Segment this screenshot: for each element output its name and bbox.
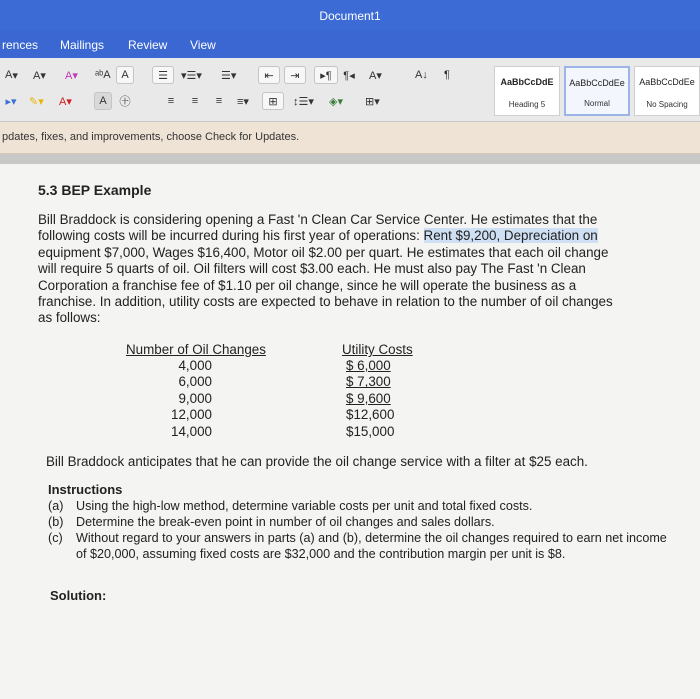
paragraph-line: Corporation a franchise fee of $1.10 per oil change, since he will operate the business as a xyxy=(38,277,577,293)
title-bar xyxy=(0,0,700,30)
font-color-icon[interactable]: A▾ xyxy=(369,69,382,82)
table-header-utility-costs: Utility Costs xyxy=(342,342,413,357)
table-cell: 14,000 xyxy=(171,423,212,439)
phonetic-guide-icon[interactable]: ㊉ xyxy=(119,96,131,108)
character-shading-icon[interactable]: A xyxy=(94,92,112,110)
decrease-indent-icon[interactable]: ⇤ xyxy=(258,66,280,84)
align-center-icon[interactable]: ≡ xyxy=(191,95,199,107)
instructions-list xyxy=(48,498,668,562)
style-sample: AaBbCcDdEe xyxy=(639,77,695,87)
utility-costs-column xyxy=(346,358,402,440)
borders-icon[interactable]: ⊞▾ xyxy=(365,95,380,108)
table-cell: 9,000 xyxy=(178,390,212,406)
style-name: No Spacing xyxy=(646,100,688,109)
bullets-icon[interactable]: ☰ xyxy=(152,66,174,84)
table-header-oil-changes: Number of Oil Changes xyxy=(126,342,266,357)
table-cell: $ 9,600 xyxy=(346,390,391,406)
character-border-icon[interactable]: A xyxy=(116,66,134,84)
change-case-icon[interactable]: ᵃᵇA xyxy=(95,69,111,81)
ltr-paragraph-icon[interactable]: ▸¶ xyxy=(314,66,338,84)
paragraph-line: as follows: xyxy=(38,310,101,326)
grow-font-button[interactable]: A ▾ xyxy=(5,69,18,82)
align-right-icon[interactable]: ≡ xyxy=(215,95,223,107)
anticipation-sentence: Bill Braddock anticipates that he can provide the oil change service with a filter at $25 each. xyxy=(46,454,588,469)
table-cell: $ 6,000 xyxy=(346,358,391,373)
font-color-red-icon[interactable]: A▾ xyxy=(59,95,72,108)
selected-text-highlight: Rent $9,200, Depreciation on xyxy=(423,228,598,244)
style-normal[interactable] xyxy=(564,66,630,116)
rtl-paragraph-icon[interactable]: ¶◂ xyxy=(343,69,355,82)
section-heading: 5.3 BEP Example xyxy=(38,182,152,198)
table-cell: 12,000 xyxy=(171,407,212,423)
instruction-item xyxy=(48,498,668,514)
tab-review[interactable]: Review xyxy=(128,38,168,52)
update-notice-text: pdates, fixes, and improvements, choose Check for Updates. xyxy=(2,131,300,143)
style-name: Heading 5 xyxy=(508,100,546,109)
instruction-text: Determine the break-even point in number of oil changes and sales dollars. xyxy=(76,515,495,529)
paragraph-line xyxy=(38,228,678,244)
style-heading-5[interactable] xyxy=(494,66,560,116)
paragraph-line: equipment $7,000, Wages $16,400, Motor oil $2.00 per quart. He estimates that each oil change xyxy=(38,244,609,260)
instruction-item xyxy=(48,530,668,562)
increase-indent-icon[interactable]: ⇥ xyxy=(284,66,306,84)
multilevel-list-icon[interactable]: ☰▾ xyxy=(221,69,237,82)
align-left-icon[interactable]: ≡ xyxy=(167,95,175,107)
instruction-label: (c) xyxy=(48,531,63,545)
sort-icon[interactable]: A↓ xyxy=(415,69,428,81)
oil-changes-column xyxy=(162,358,212,440)
table-cell: 4,000 xyxy=(178,358,212,373)
paragraph-line: Bill Braddock is considering opening a Fast 'n Clean Car Service Center. He estimates that the xyxy=(38,212,598,227)
text-highlight-icon[interactable]: ▸▾ xyxy=(5,95,17,108)
style-sample: AaBbCcDdEe xyxy=(569,78,625,88)
style-no-spacing[interactable] xyxy=(634,66,700,116)
instruction-text: Using the high-low method, determine variable costs per unit and total fixed costs. xyxy=(76,499,533,513)
show-formatting-icon[interactable]: ¶ xyxy=(444,69,450,81)
table-cell: $15,000 xyxy=(346,423,395,439)
instruction-label: (a) xyxy=(48,499,64,513)
text-effects-icon[interactable]: A▾ xyxy=(65,69,78,82)
shrink-font-icon[interactable]: A▾ xyxy=(33,69,46,82)
problem-paragraph xyxy=(38,212,678,327)
instruction-item xyxy=(48,514,668,530)
ribbon-tabs xyxy=(0,30,700,58)
highlighter-icon[interactable]: ✎▾ xyxy=(29,95,44,108)
table-cell: $12,600 xyxy=(346,407,395,423)
paragraph-line: franchise. In addition, utility costs are expected to behave in relation to the number of oil changes xyxy=(38,294,613,310)
justify-icon[interactable]: ≡▾ xyxy=(237,95,249,108)
style-name: Normal xyxy=(584,99,610,108)
table-cell: $ 7,300 xyxy=(346,374,391,390)
paragraph-line: will require 5 quarts of oil. Oil filters will cost $3.00 each. He must also pay The Fast 'n Clean xyxy=(38,261,586,277)
tab-mailings[interactable]: Mailings xyxy=(60,38,105,52)
document-page[interactable] xyxy=(0,164,700,699)
instructions-title: Instructions xyxy=(48,482,123,497)
update-notice-bar xyxy=(0,122,700,154)
table-cell: 6,000 xyxy=(178,374,212,390)
document-gap xyxy=(0,154,700,164)
tab-references[interactable]: rences xyxy=(2,38,39,52)
distributed-icon[interactable]: ⊞ xyxy=(262,92,284,110)
style-sample: AaBbCcDdE xyxy=(500,77,554,87)
numbering-icon[interactable]: ▾☰▾ xyxy=(181,69,202,82)
paragraph-line-start: following costs will be incurred during his first year of operations: xyxy=(38,228,424,244)
window-title: Document1 xyxy=(319,9,381,23)
line-spacing-icon[interactable]: ↕☰▾ xyxy=(293,95,314,108)
tab-view[interactable]: View xyxy=(190,38,216,52)
instruction-text: Without regard to your answers in parts (a) and (b), determine the oil changes required to earn net income of $20,000, assuming fixed costs are $32,000 and the contribution margin per unit is $8. xyxy=(76,531,667,561)
ribbon xyxy=(0,58,700,122)
instruction-label: (b) xyxy=(48,515,64,529)
solution-label: Solution: xyxy=(50,588,107,603)
shading-icon[interactable]: ◈▾ xyxy=(329,95,343,108)
